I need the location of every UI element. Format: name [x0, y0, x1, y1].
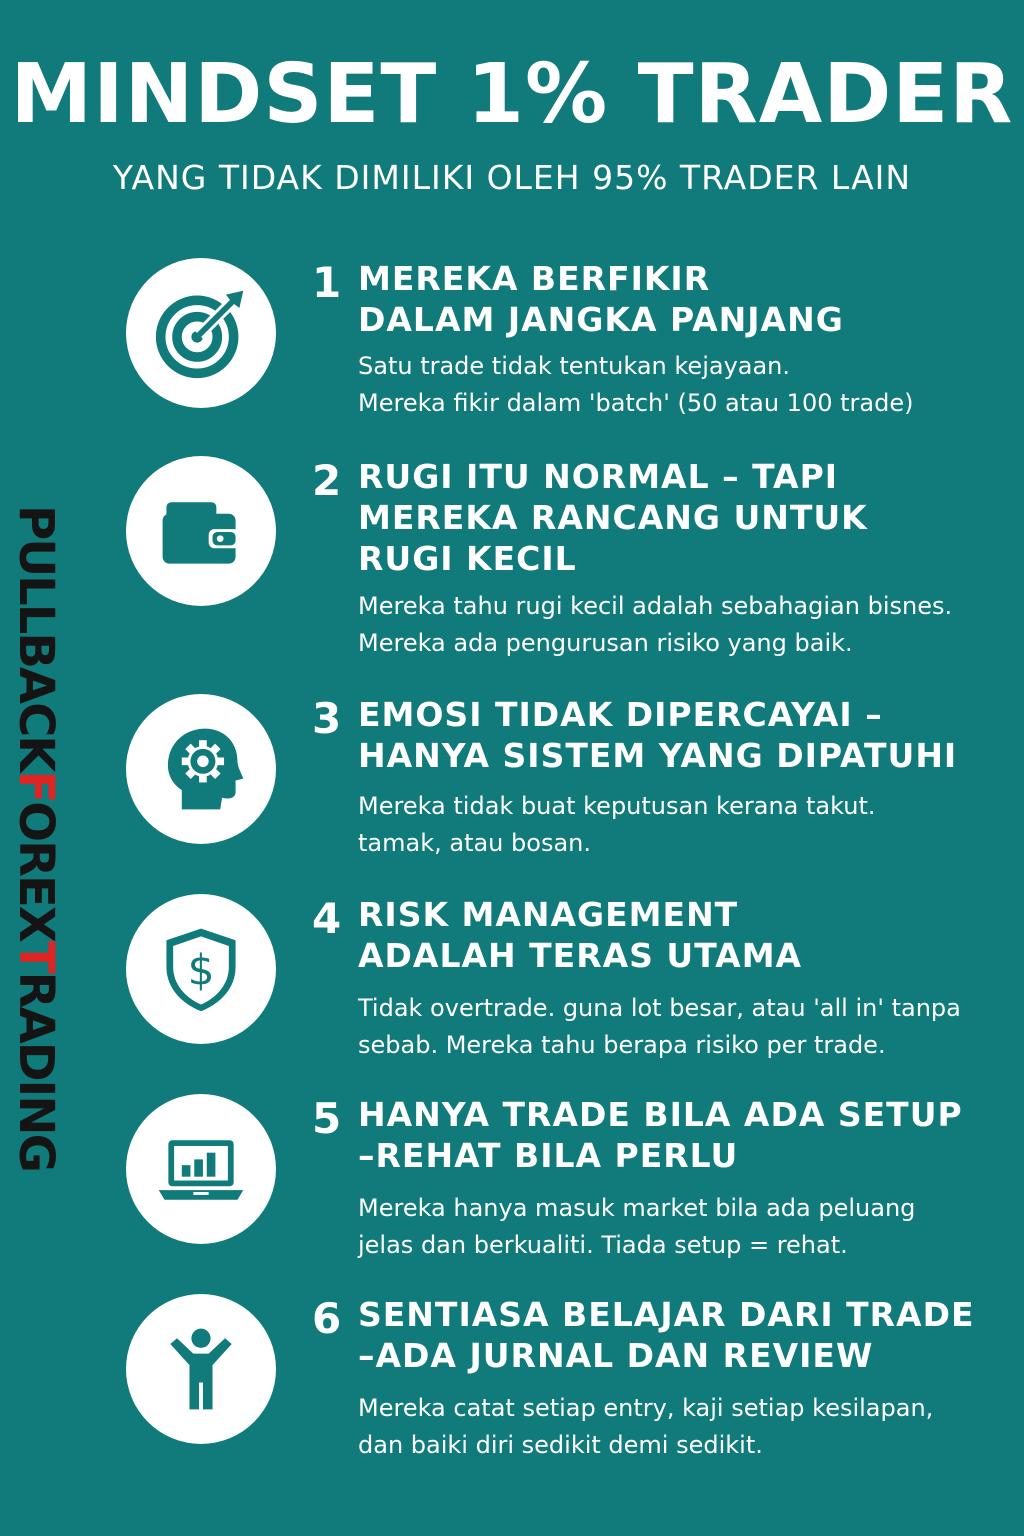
- item-description: Mereka tidak buat keputusan kerana takut. tamak, atau bosan.: [358, 792, 876, 857]
- item-heading: MEREKA BERFIKIR DALAM JANGKA PANJANG: [358, 259, 844, 339]
- mindset-item-1: [0, 258, 1024, 448]
- item-heading: HANYA TRADE BILA ADA SETUP –REHAT BILA PERLU: [358, 1095, 963, 1175]
- mindset-item-2: [0, 456, 1024, 657]
- item-number: 2: [312, 456, 342, 505]
- item-heading: EMOSI TIDAK DIPERCAYAI – HANYA SISTEM YANG DIPATUHI: [358, 695, 958, 775]
- laptop-chart-icon: [126, 1094, 276, 1244]
- page-subtitle: YANG TIDAK DIMILIKI OLEH 95% TRADER LAIN: [112, 158, 912, 197]
- item-description: Mereka tahu rugi kecil adalah sebahagian bisnes. Mereka ada pengurusan risiko yang baik.: [358, 592, 953, 657]
- item-number: 6: [312, 1294, 342, 1343]
- shield-dollar-icon: [126, 894, 276, 1044]
- mindset-item-6: [0, 1294, 1024, 1484]
- brand-text: PULLBACKFOREXTRADING: [8, 505, 65, 1171]
- head-gear-icon: [126, 694, 276, 844]
- item-number: 5: [312, 1094, 342, 1143]
- item-heading: RUGI ITU NORMAL – TAPI MEREKA RANCANG UNTUK RUGI KECIL: [358, 457, 868, 578]
- item-description: Tidak overtrade. guna lot besar, atau 'all in' tanpa sebab. Mereka tahu berapa risiko per trade.: [358, 994, 961, 1059]
- item-description: Satu trade tidak tentukan kejayaan. Mereka fikir dalam 'batch' (50 atau 100 trade): [358, 352, 914, 417]
- item-heading: SENTIASA BELAJAR DARI TRADE –ADA JURNAL DAN REVIEW: [358, 1295, 975, 1375]
- item-number: 4: [312, 894, 342, 943]
- person-raised-arms-icon: [126, 1294, 276, 1444]
- mindset-item-3: [0, 694, 1024, 884]
- item-description: Mereka hanya masuk market bila ada peluang jelas dan berkualiti. Tiada setup = rehat.: [358, 1194, 916, 1259]
- svg-text:$: $: [187, 945, 215, 995]
- mindset-item-5: [0, 1094, 1024, 1284]
- item-number: 3: [312, 694, 342, 743]
- target-icon: [126, 258, 276, 408]
- item-heading: RISK MANAGEMENT ADALAH TERAS UTAMA: [358, 895, 803, 975]
- item-number: 1: [312, 258, 342, 307]
- page-title: MINDSET 1% TRADER: [10, 47, 1014, 142]
- wallet-icon: [126, 456, 276, 606]
- item-description: Mereka catat setiap entry, kaji setiap kesilapan, dan baiki diri sedikit demi sedikit.: [358, 1394, 934, 1459]
- mindset-item-4: [0, 894, 1024, 1084]
